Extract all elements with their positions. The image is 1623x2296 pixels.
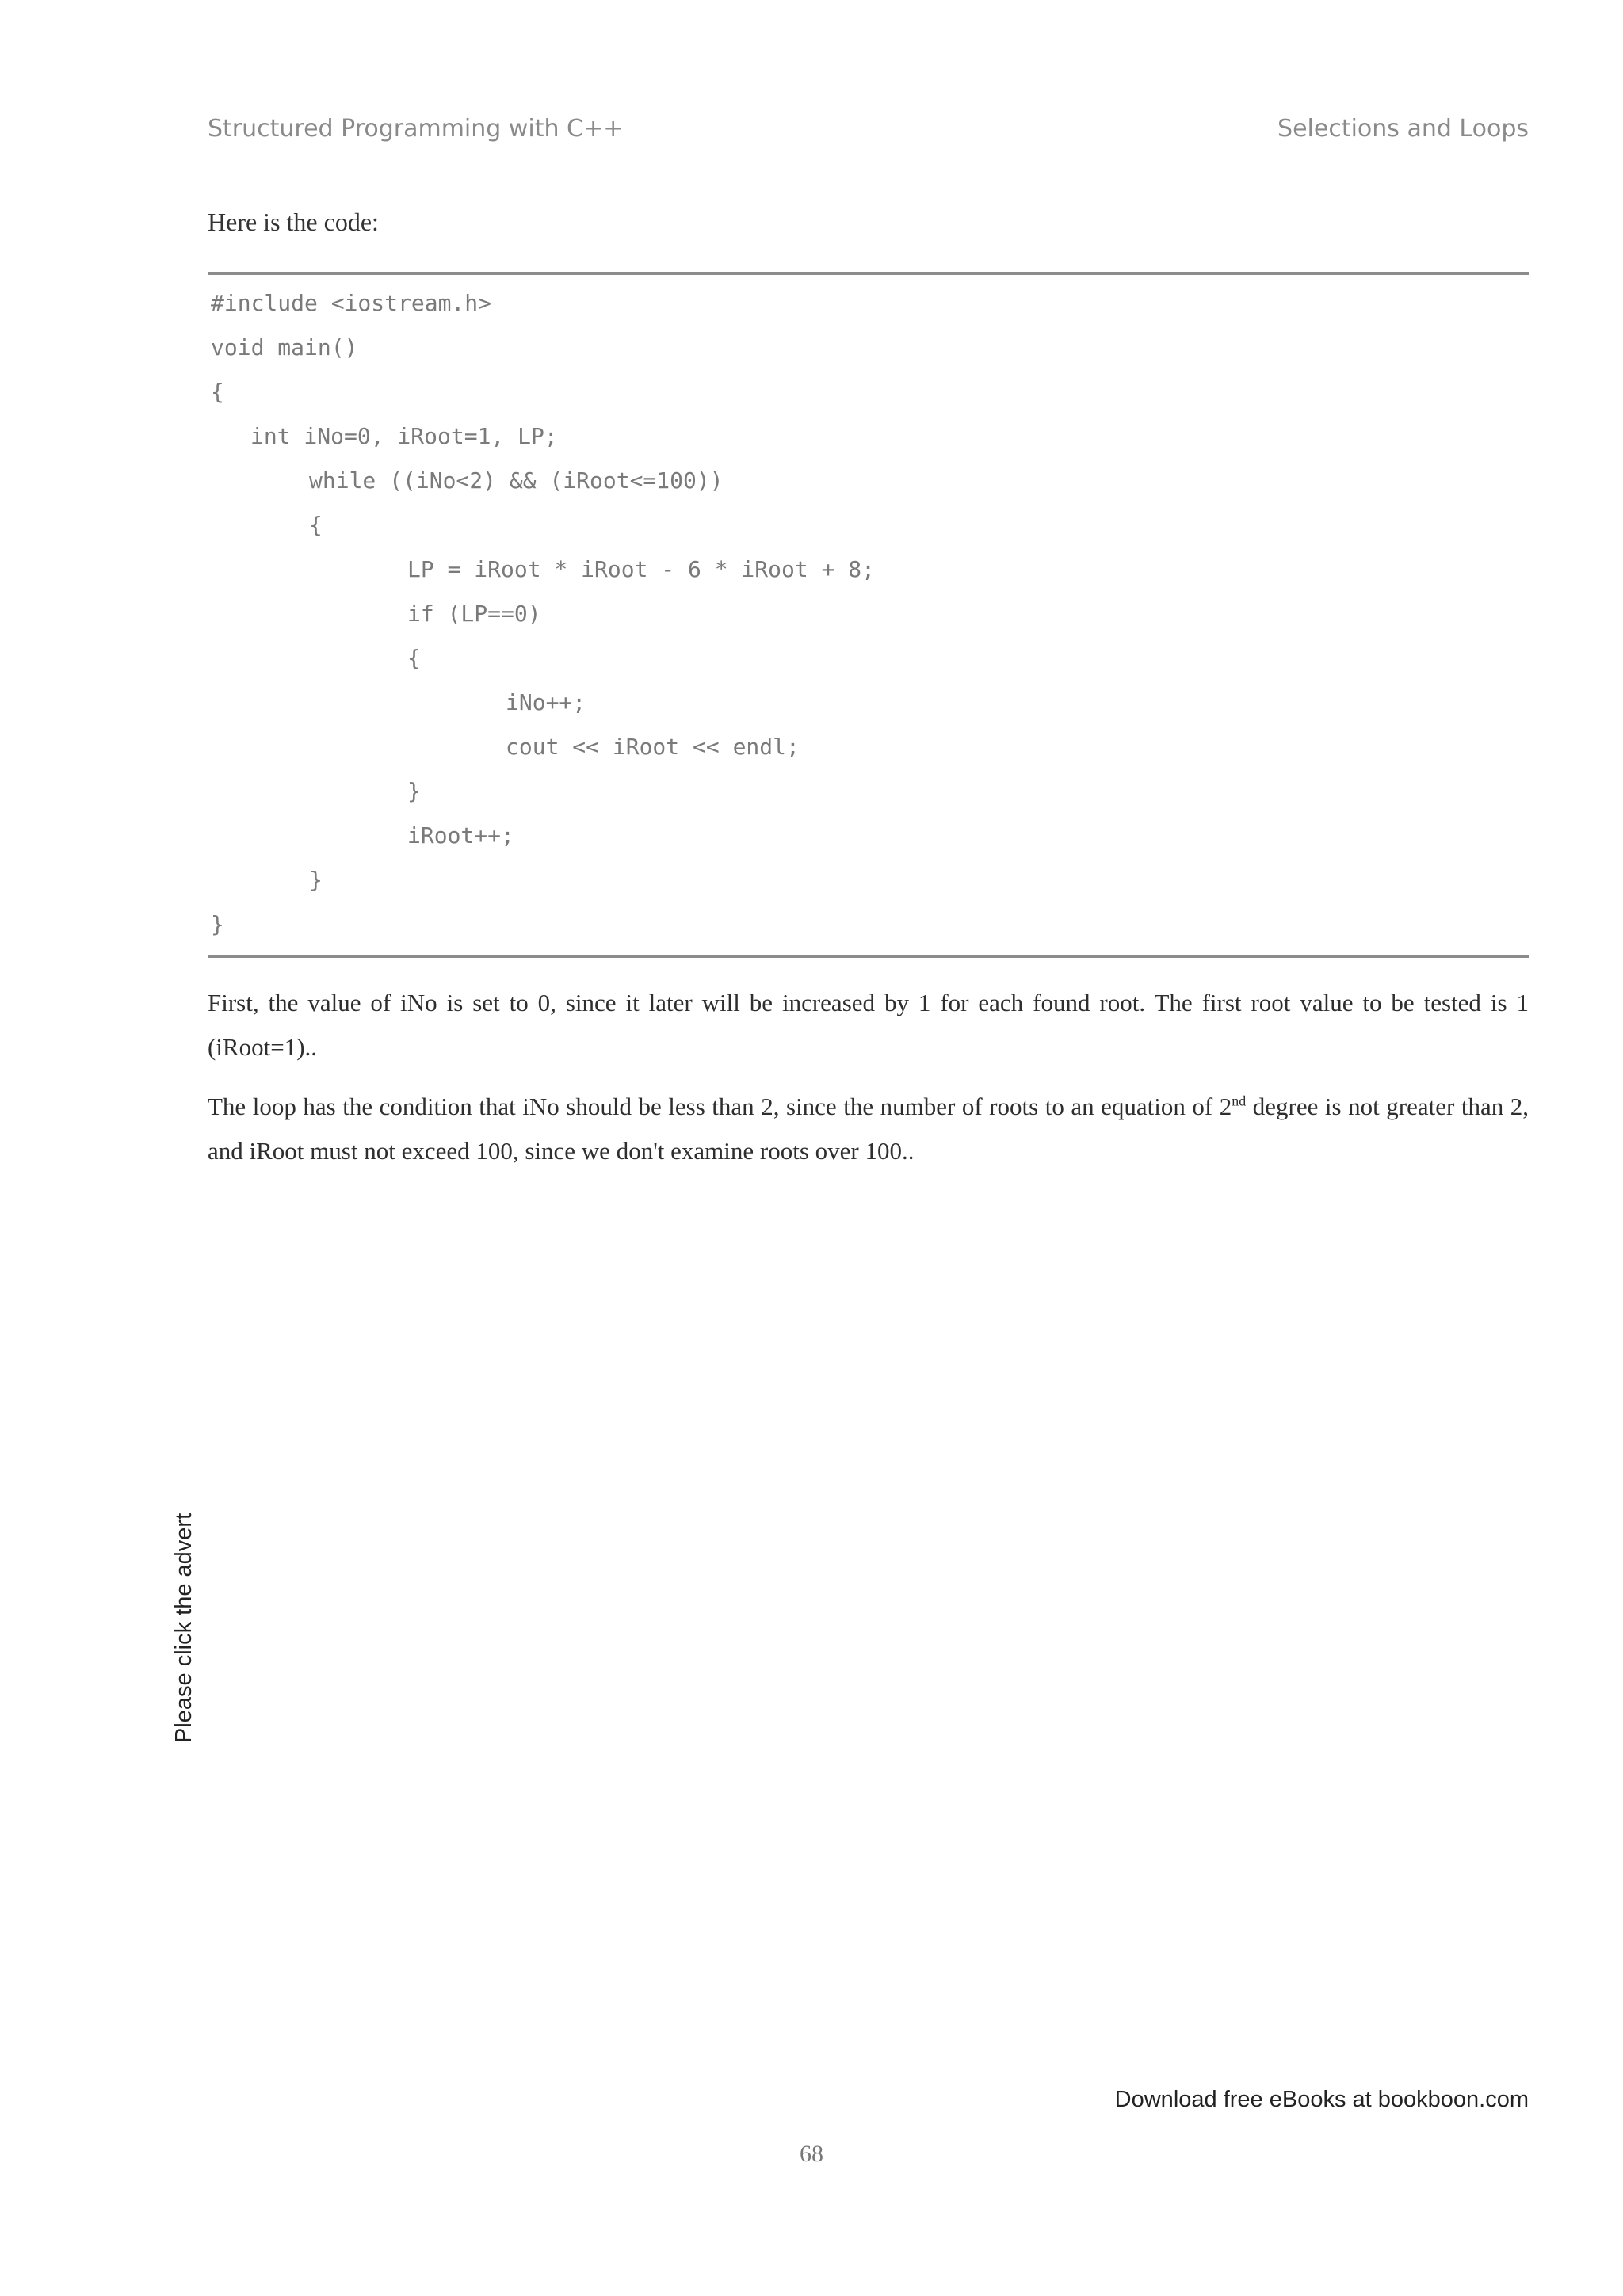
running-header-book-title: Structured Programming with C++ xyxy=(208,114,624,143)
running-header xyxy=(208,109,1529,147)
body-paragraph-2 xyxy=(208,1085,1529,1173)
bookboon-download-link[interactable]: Download free eBooks at bookboon.com xyxy=(1114,2087,1529,2112)
body-paragraph-1: First, the value of iNo is set to 0, since it later will be increased by 1 for each found root. The first root value to be tested is 1 (iRoot=1).. xyxy=(208,989,1529,1061)
code-line: } xyxy=(407,778,421,804)
paragraph-2-text-end: degree is not greater than 2, and iRoot must not exceed 100, since we don't examine roots over 100.. xyxy=(208,1093,1529,1165)
code-line: while ((iNo<2) && (iRoot<=100)) xyxy=(309,467,724,494)
code-line: { xyxy=(309,512,323,538)
code-line: #include <iostream.h> xyxy=(211,290,492,316)
code-line: cout << iRoot << endl; xyxy=(506,734,800,760)
code-intro-text: Here is the code: xyxy=(208,208,379,236)
code-line: if (LP==0) xyxy=(407,601,541,627)
page-number: 68 xyxy=(800,2141,823,2167)
code-block xyxy=(208,272,1529,958)
paragraph-2-text-start: The loop has the condition that iNo should be less than 2, since the number of roots to an equation of 2 xyxy=(208,1093,1232,1120)
code-line: void main() xyxy=(211,334,358,360)
code-line: } xyxy=(309,867,323,893)
code-line: iNo++; xyxy=(506,689,586,715)
running-header-chapter-title: Selections and Loops xyxy=(1277,114,1529,143)
code-line: } xyxy=(211,911,224,937)
advert-side-label[interactable]: Please click the advert xyxy=(171,1512,197,1743)
code-line: { xyxy=(211,379,224,405)
code-line: { xyxy=(407,645,421,671)
code-line: iRoot++; xyxy=(407,822,514,849)
ordinal-suffix: nd xyxy=(1232,1093,1247,1109)
code-line: LP = iRoot * iRoot - 6 * iRoot + 8; xyxy=(407,556,876,582)
code-line: int iNo=0, iRoot=1, LP; xyxy=(250,423,558,449)
